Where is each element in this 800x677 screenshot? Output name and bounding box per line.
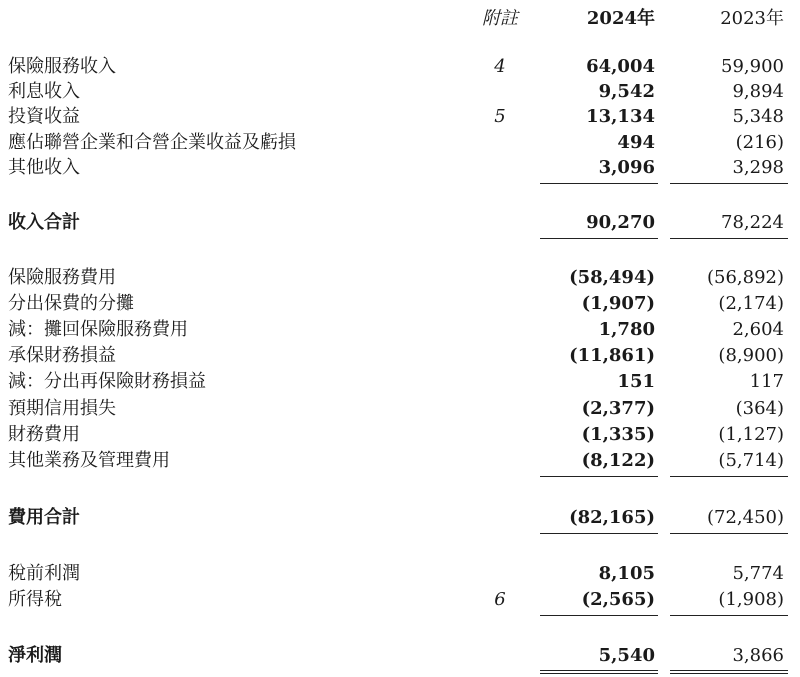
row-label: 其他業務及管理費用 xyxy=(8,450,170,471)
table-row xyxy=(0,104,800,130)
subtotal-rule xyxy=(670,476,788,477)
double-rule xyxy=(670,670,788,671)
row-value-2024: 13,134 xyxy=(586,106,655,127)
row-value-2023: 2,604 xyxy=(732,319,784,340)
table-row xyxy=(0,369,800,395)
row-label: 費用合計 xyxy=(8,507,80,528)
row-value-2023: 5,348 xyxy=(732,106,784,127)
row-label: 投資收益 xyxy=(8,106,80,127)
net-profit-row xyxy=(0,643,800,669)
total-rule xyxy=(670,533,788,534)
table-row xyxy=(0,155,800,181)
subtotal-rule xyxy=(540,615,658,616)
row-value-2023: 78,224 xyxy=(721,212,784,233)
row-value-2024: 9,542 xyxy=(598,81,655,102)
row-label: 稅前利潤 xyxy=(8,563,80,584)
row-label: 應佔聯營企業和合營企業收益及虧損 xyxy=(8,132,296,153)
total-rule xyxy=(670,238,788,239)
table-row xyxy=(0,265,800,291)
subtotal-rule xyxy=(670,183,788,184)
row-value-2023: 5,774 xyxy=(732,563,784,584)
table-row xyxy=(0,130,800,156)
table-row xyxy=(0,422,800,448)
row-value-2023: (2,174) xyxy=(718,293,784,314)
table-row xyxy=(0,396,800,422)
row-value-2023: 3,298 xyxy=(732,157,784,178)
table-row xyxy=(0,448,800,474)
row-value-2023: (72,450) xyxy=(706,507,784,528)
row-label: 財務費用 xyxy=(8,424,80,445)
row-value-2023: 9,894 xyxy=(732,81,784,102)
row-label: 收入合計 xyxy=(8,212,80,233)
row-label: 利息收入 xyxy=(8,81,80,102)
row-value-2024: 90,270 xyxy=(586,212,655,233)
table-row xyxy=(0,343,800,369)
row-label: 其他收入 xyxy=(8,157,80,178)
row-value-2024: 3,096 xyxy=(598,157,655,178)
row-label: 減：攤回保險服務費用 xyxy=(8,319,188,340)
double-rule xyxy=(540,670,658,671)
total-rule xyxy=(540,238,658,239)
table-row xyxy=(0,317,800,343)
row-value-2023: (216) xyxy=(735,132,784,153)
row-value-2024: 5,540 xyxy=(598,645,655,666)
total-rule xyxy=(540,533,658,534)
row-label: 預期信用損失 xyxy=(8,398,116,419)
row-value-2024: (82,165) xyxy=(569,507,655,528)
row-label: 減：分出再保險財務損益 xyxy=(8,371,206,392)
row-value-2024: 8,105 xyxy=(598,563,655,584)
row-value-2024: 494 xyxy=(617,132,655,153)
subtotal-rule xyxy=(540,183,658,184)
table-row xyxy=(0,561,800,587)
row-value-2024: 1,780 xyxy=(598,319,655,340)
row-value-2024: (58,494) xyxy=(569,267,655,288)
row-label: 保險服務收入 xyxy=(8,56,116,77)
row-label: 保險服務費用 xyxy=(8,267,116,288)
row-value-2024: (1,335) xyxy=(581,424,655,445)
table-row xyxy=(0,54,800,80)
row-label: 承保財務損益 xyxy=(8,345,116,366)
row-note: 4 xyxy=(494,56,506,77)
row-value-2023: (5,714) xyxy=(718,450,784,471)
row-value-2024: (1,907) xyxy=(581,293,655,314)
row-value-2023: (56,892) xyxy=(706,267,784,288)
subtotal-rule xyxy=(670,615,788,616)
row-value-2024: (2,377) xyxy=(581,398,655,419)
row-value-2023: 117 xyxy=(749,371,784,392)
row-value-2023: (1,127) xyxy=(718,424,784,445)
double-rule xyxy=(540,673,658,674)
row-value-2024: 64,004 xyxy=(586,56,655,77)
row-value-2023: 59,900 xyxy=(721,56,784,77)
total-row xyxy=(0,210,800,236)
row-value-2023: (1,908) xyxy=(718,589,784,610)
row-value-2024: (2,565) xyxy=(581,589,655,610)
row-value-2024: (11,861) xyxy=(569,345,655,366)
column-header-note: 附註 xyxy=(482,8,518,29)
row-value-2023: (8,900) xyxy=(718,345,784,366)
table-row xyxy=(0,587,800,613)
row-note: 5 xyxy=(494,106,506,127)
column-header-2023: 2023年 xyxy=(720,8,784,29)
table-row xyxy=(0,291,800,317)
row-label: 淨利潤 xyxy=(8,645,62,666)
row-value-2024: (8,122) xyxy=(581,450,655,471)
table-row xyxy=(0,79,800,105)
total-row xyxy=(0,505,800,531)
row-label: 分出保費的分攤 xyxy=(8,293,134,314)
row-value-2023: 3,866 xyxy=(732,645,784,666)
row-label: 所得稅 xyxy=(8,589,62,610)
row-note: 6 xyxy=(494,589,506,610)
subtotal-rule xyxy=(540,476,658,477)
double-rule xyxy=(670,673,788,674)
row-value-2024: 151 xyxy=(617,371,655,392)
row-value-2023: (364) xyxy=(735,398,784,419)
column-header-2024: 2024年 xyxy=(586,8,655,29)
